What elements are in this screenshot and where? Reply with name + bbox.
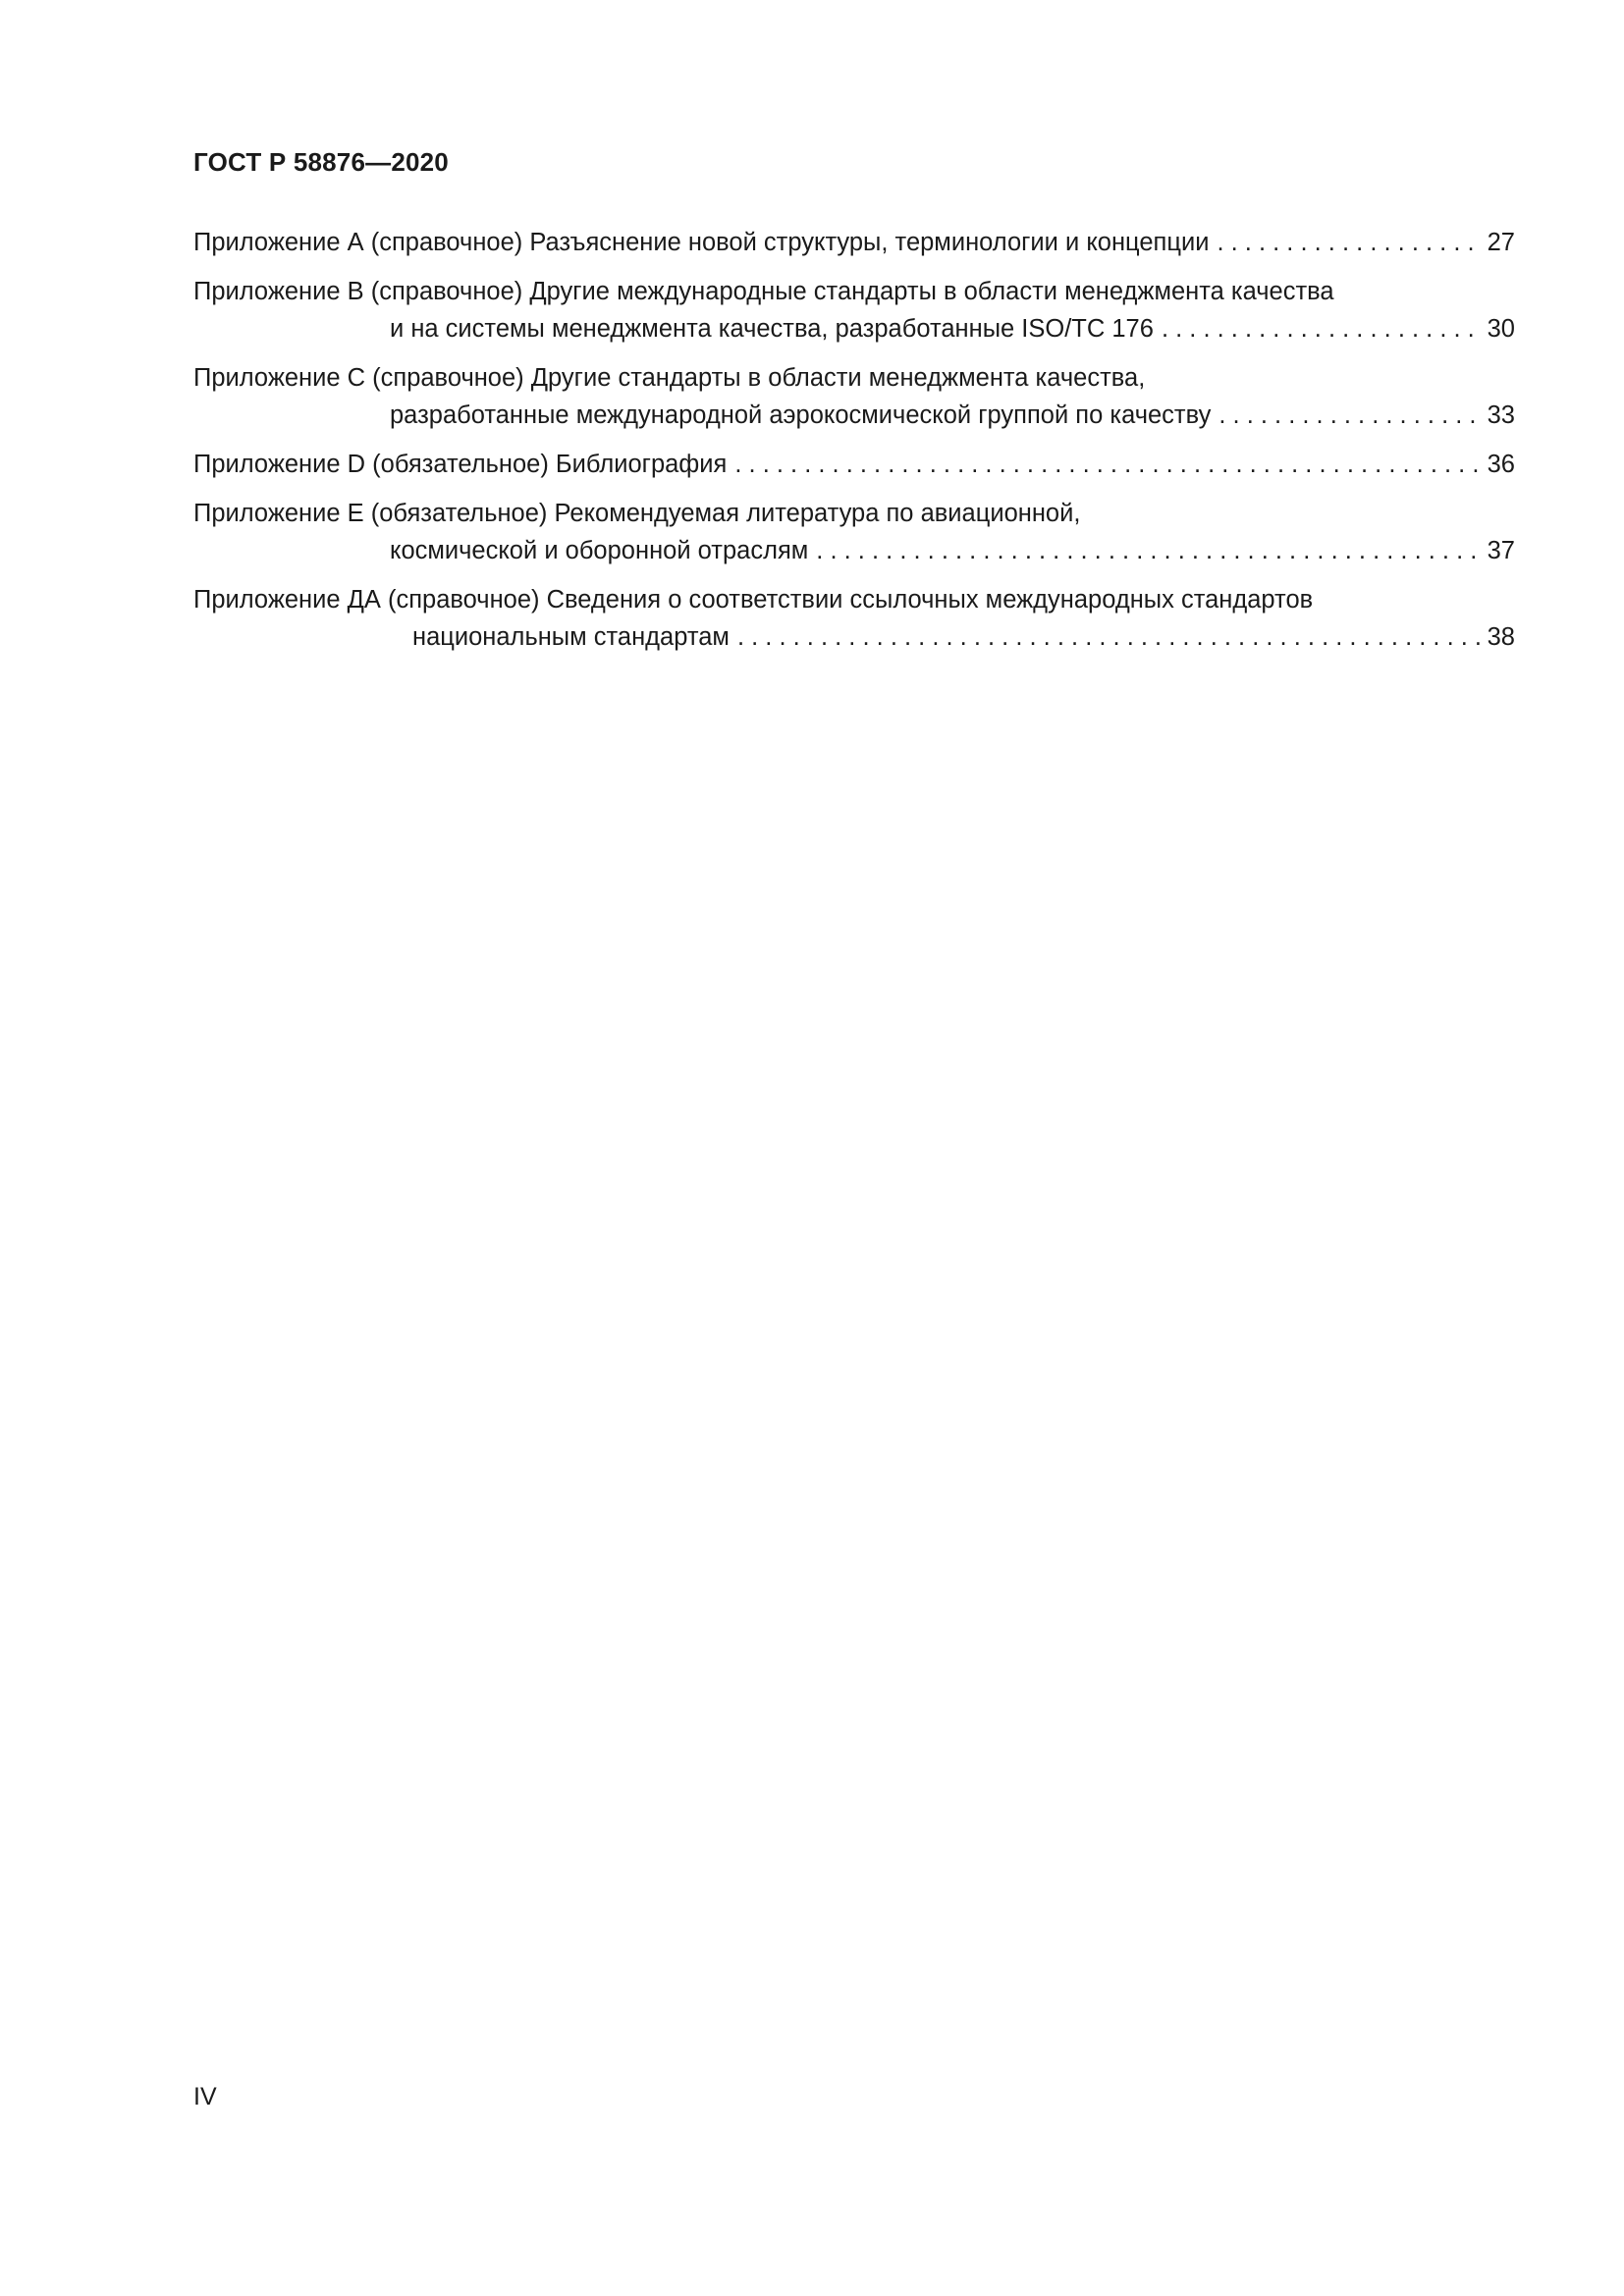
toc-entry-appendix-d xyxy=(193,446,1515,483)
dot-leader xyxy=(1162,310,1480,347)
toc-entry-title: Приложение ДА (справочное) Сведения о соответствии ссылочных международных стандартов xyxy=(193,586,1314,614)
toc-entry-title: Приложение А (справочное) Разъяснение новой структуры, терминологии и концепции xyxy=(193,229,1210,256)
toc-line xyxy=(193,532,1515,569)
dot-leader xyxy=(734,446,1480,483)
toc-entry-title: Приложение С (справочное) Другие стандарты в области менеджмента качества, xyxy=(193,364,1146,392)
dot-leader xyxy=(1217,224,1480,261)
toc-line xyxy=(193,397,1515,434)
toc-entry-appendix-da xyxy=(193,581,1515,656)
toc-entry-title-continued: разработанные международной аэрокосмической группой по качеству xyxy=(390,401,1212,429)
table-of-contents xyxy=(193,224,1515,667)
toc-page-number: 33 xyxy=(1487,401,1515,429)
toc-entry-title-continued: и на системы менеджмента качества, разработанные ISO/TC 176 xyxy=(390,315,1154,343)
toc-page-number: 38 xyxy=(1487,623,1515,651)
toc-entry-title: Приложение Е (обязательное) Рекомендуемая литература по авиационной, xyxy=(193,500,1081,527)
toc-page-number: 27 xyxy=(1487,229,1515,256)
dot-leader xyxy=(1218,397,1480,434)
toc-page-number: 37 xyxy=(1487,537,1515,564)
toc-line xyxy=(193,224,1515,261)
dot-leader xyxy=(737,618,1480,656)
toc-entry-title: Приложение D (обязательное) Библиография xyxy=(193,451,728,478)
toc-entry-appendix-b xyxy=(193,273,1515,347)
toc-entry-appendix-a xyxy=(193,224,1515,261)
toc-page-number: 36 xyxy=(1487,451,1515,478)
toc-entry-title: Приложение В (справочное) Другие международные стандарты в области менеджмента качества xyxy=(193,278,1334,305)
document-header: ГОСТ Р 58876—2020 xyxy=(193,147,449,177)
toc-line xyxy=(193,446,1515,483)
toc-entry-appendix-c xyxy=(193,359,1515,434)
toc-entry-title-continued: космической и оборонной отраслям xyxy=(390,537,809,564)
page-number: IV xyxy=(193,2083,217,2110)
toc-line xyxy=(193,310,1515,347)
toc-entry-title-continued: национальным стандартам xyxy=(412,623,730,651)
toc-entry-appendix-e xyxy=(193,495,1515,569)
dot-leader xyxy=(816,532,1480,569)
toc-page-number: 30 xyxy=(1487,315,1515,343)
toc-line xyxy=(193,618,1515,656)
